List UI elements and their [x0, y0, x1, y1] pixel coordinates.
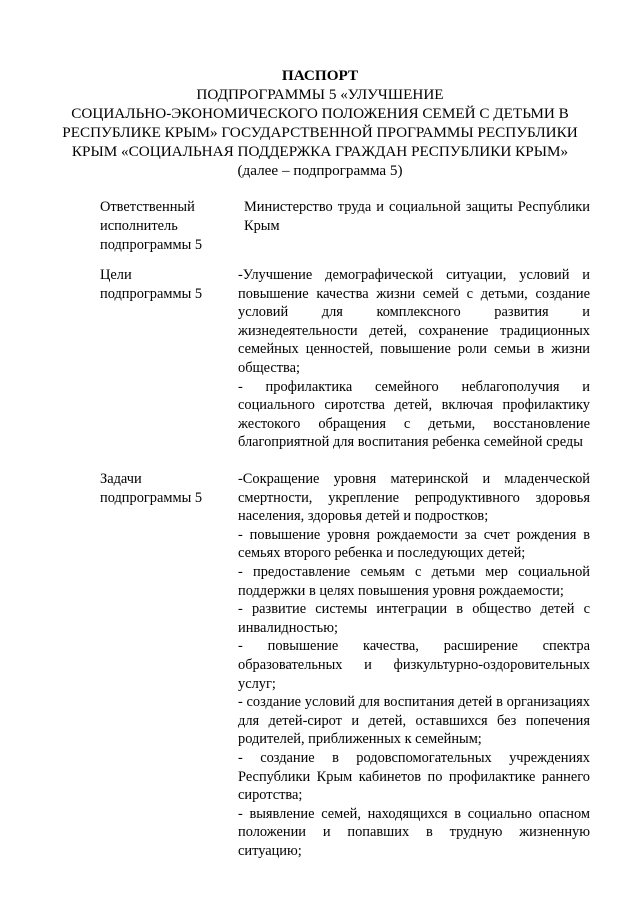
passport-header	[60, 66, 580, 180]
content-item: -Улучшение демографической ситуации, условий и повышение качества жизни семей с детьми, создание условий для комплексного развития и жизнедеятельности детей, сохранение традиционных семейных ценностей, повышение роли семьи в жизни общества;	[238, 267, 590, 376]
document-title: ПАСПОРТ	[281, 67, 359, 84]
content-item: - повышение уровня рождаемости за счет рождения в семьях второго ребенка и последующих детей;	[238, 526, 590, 562]
content-item: -Сокращение уровня материнской и младенческой смертности, укрепление репродуктивного здоровья населения, здоровья детей и подростков;	[238, 471, 590, 525]
label-line: подпрограммы 5	[100, 490, 203, 506]
content-item: - профилактика семейного неблагополучия и социального сиротства детей, включая профилактику жестокого обращения с детьми, восстановление благоприятной для воспитания ребенка семейной среды	[238, 378, 590, 451]
row-label-goals	[100, 266, 230, 304]
content-item: - выявление семей, находящихся в социально опасном положении и попавших в трудную жизненную ситуацию;	[238, 805, 590, 859]
row-content-goals	[238, 266, 590, 452]
label-line: Цели	[100, 267, 132, 283]
header-line: (далее – подпрограмма 5)	[237, 162, 403, 179]
label-line: подпрограммы 5	[100, 237, 203, 253]
content-item: - создание условий для воспитания детей в организациях для детей-сирот и детей, оставшихся без попечения родителей, приближенных к семейным;	[238, 694, 590, 748]
row-content-tasks	[238, 470, 590, 860]
content-item: - предоставление семьям с детьми мер социальной поддержки в целях повышения уровня рождаемости;	[238, 563, 590, 599]
header-line: ПОДПРОГРАММЫ 5 «УЛУЧШЕНИЕ	[196, 86, 444, 103]
header-line: СОЦИАЛЬНО-ЭКОНОМИЧЕСКОГО ПОЛОЖЕНИЯ СЕМЕЙ С ДЕТЬМИ В	[71, 105, 569, 122]
label-line: исполнитель	[100, 218, 178, 234]
content-item: - развитие системы интеграции в общество детей с инвалидностью;	[238, 601, 590, 636]
content-item: - создание в родовспомогательных учреждениях Республики Крым кабинетов по профилактике раннего сиротства;	[238, 749, 590, 804]
label-line: Ответственный	[100, 199, 195, 215]
row-content-responsible	[244, 198, 590, 235]
row-label-responsible	[100, 198, 230, 255]
label-line: подпрограммы 5	[100, 286, 203, 302]
header-line: РЕСПУБЛИКЕ КРЫМ» ГОСУДАРСТВЕННОЙ ПРОГРАММЫ РЕСПУБЛИКИ	[62, 124, 578, 141]
content-item: Министерство труда и социальной защиты Республики Крым	[244, 199, 590, 234]
label-line: Задачи	[100, 471, 142, 487]
row-label-tasks	[100, 470, 230, 508]
content-item: - повышение качества, расширение спектра образовательных и физкультурно-оздоровительных услуг;	[238, 638, 590, 692]
header-line: КРЫМ «СОЦИАЛЬНАЯ ПОДДЕРЖКА ГРАЖДАН РЕСПУБЛИКИ КРЫМ»	[71, 143, 569, 160]
